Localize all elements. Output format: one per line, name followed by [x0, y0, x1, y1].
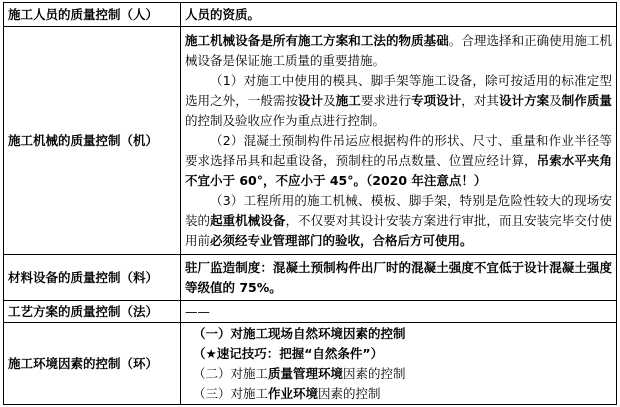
- text-run: 设计: [298, 92, 324, 108]
- environment-item-tip: [185, 344, 612, 364]
- machinery-para-4: [185, 191, 612, 251]
- text-run: ，不仅要对其设计安装方案进行审批，而且安装完毕交付使用前: [185, 212, 612, 248]
- category-personnel: 施工人员的质量控制（人）: [4, 3, 181, 27]
- text-run: （三）对施工: [193, 385, 269, 401]
- machinery-para-1-rest: 。合理选择和正确使用施工机械设备是保证施工质量的重要措施。: [185, 32, 612, 68]
- category-method: 工艺方案的质量控制（法）: [4, 301, 181, 323]
- machinery-para-3: [185, 131, 612, 191]
- text-run: 制作质量: [561, 92, 612, 108]
- environment-item-2: [185, 364, 612, 384]
- text-run: （2）混凝土预制构件吊运应根据构件的形状、尺寸、重量和作业半径等要求选择吊具和起重设备，预制柱的吊点数量、位置应经计算，: [185, 132, 612, 168]
- table-row-method: [4, 301, 617, 323]
- content-materials: [181, 255, 617, 301]
- text-run: 要求进行: [360, 92, 412, 108]
- text-run: 设计方案: [498, 92, 550, 108]
- text-run: 及: [549, 92, 562, 108]
- text-run: 施工: [335, 92, 361, 108]
- table-row-environment: [4, 323, 617, 405]
- table-row-machinery: [4, 27, 617, 255]
- text-run: （1）对施工中使用的模具、脚手架等施工设备，除可按适用的标准定型选用之外，一般需按: [185, 72, 612, 108]
- materials-plain: 驻厂监造制度：: [185, 259, 273, 275]
- text-run: 因素的控制: [318, 385, 381, 401]
- materials-bold: 混凝土预制构件出厂时的混凝土强度不宜低于设计混凝土强度等级值的 75%。: [185, 259, 612, 295]
- text-run: 必须经专业管理部门的验收，合格后方可使用。: [210, 232, 473, 248]
- text-run: （二）对施工: [193, 365, 269, 381]
- text-run: （3）工程所用的施工机械、模板、脚手架，特别是危险性较大的现场安装的: [185, 192, 612, 228]
- content-environment: [181, 323, 617, 405]
- text-run: （一）对施工现场自然环境因素的控制: [193, 325, 406, 341]
- text-run: 的控制及验收应作为重点进行控制。: [185, 112, 386, 128]
- content-machinery: [181, 27, 617, 255]
- text-run: ，对其: [461, 92, 499, 108]
- content-method: ——: [181, 301, 617, 323]
- content-personnel: 人员的资质。: [181, 3, 617, 27]
- category-environment: 施工环境因素的控制（环）: [4, 323, 181, 405]
- text-run: 专项设计: [411, 92, 462, 108]
- machinery-para-2: [185, 71, 612, 131]
- machinery-para-1: [185, 31, 612, 71]
- machinery-para-1-bold: 施工机械设备是所有施工方案和工法的物质基础: [185, 32, 449, 48]
- table-row-personnel: [4, 3, 617, 27]
- text-run: 吊索水平夹角不宜小于 60°，不应小于 45°。（2020 年注意点！）: [185, 152, 612, 188]
- environment-item-3: [185, 384, 612, 404]
- category-machinery: 施工机械的质量控制（机）: [4, 27, 181, 255]
- text-run: 作业环境: [268, 385, 319, 401]
- text-run: （★速记技巧：把握“自然条件”）: [193, 345, 384, 361]
- category-materials: 材料设备的质量控制（料）: [4, 255, 181, 301]
- text-run: 及: [323, 92, 336, 108]
- text-run: 起重机械设备: [210, 212, 286, 228]
- text-run: 因素的控制: [343, 365, 406, 381]
- environment-item-1: [185, 324, 612, 344]
- table-row-materials: [4, 255, 617, 301]
- quality-control-table: [3, 2, 617, 405]
- text-run: 质量管理环境: [268, 365, 344, 381]
